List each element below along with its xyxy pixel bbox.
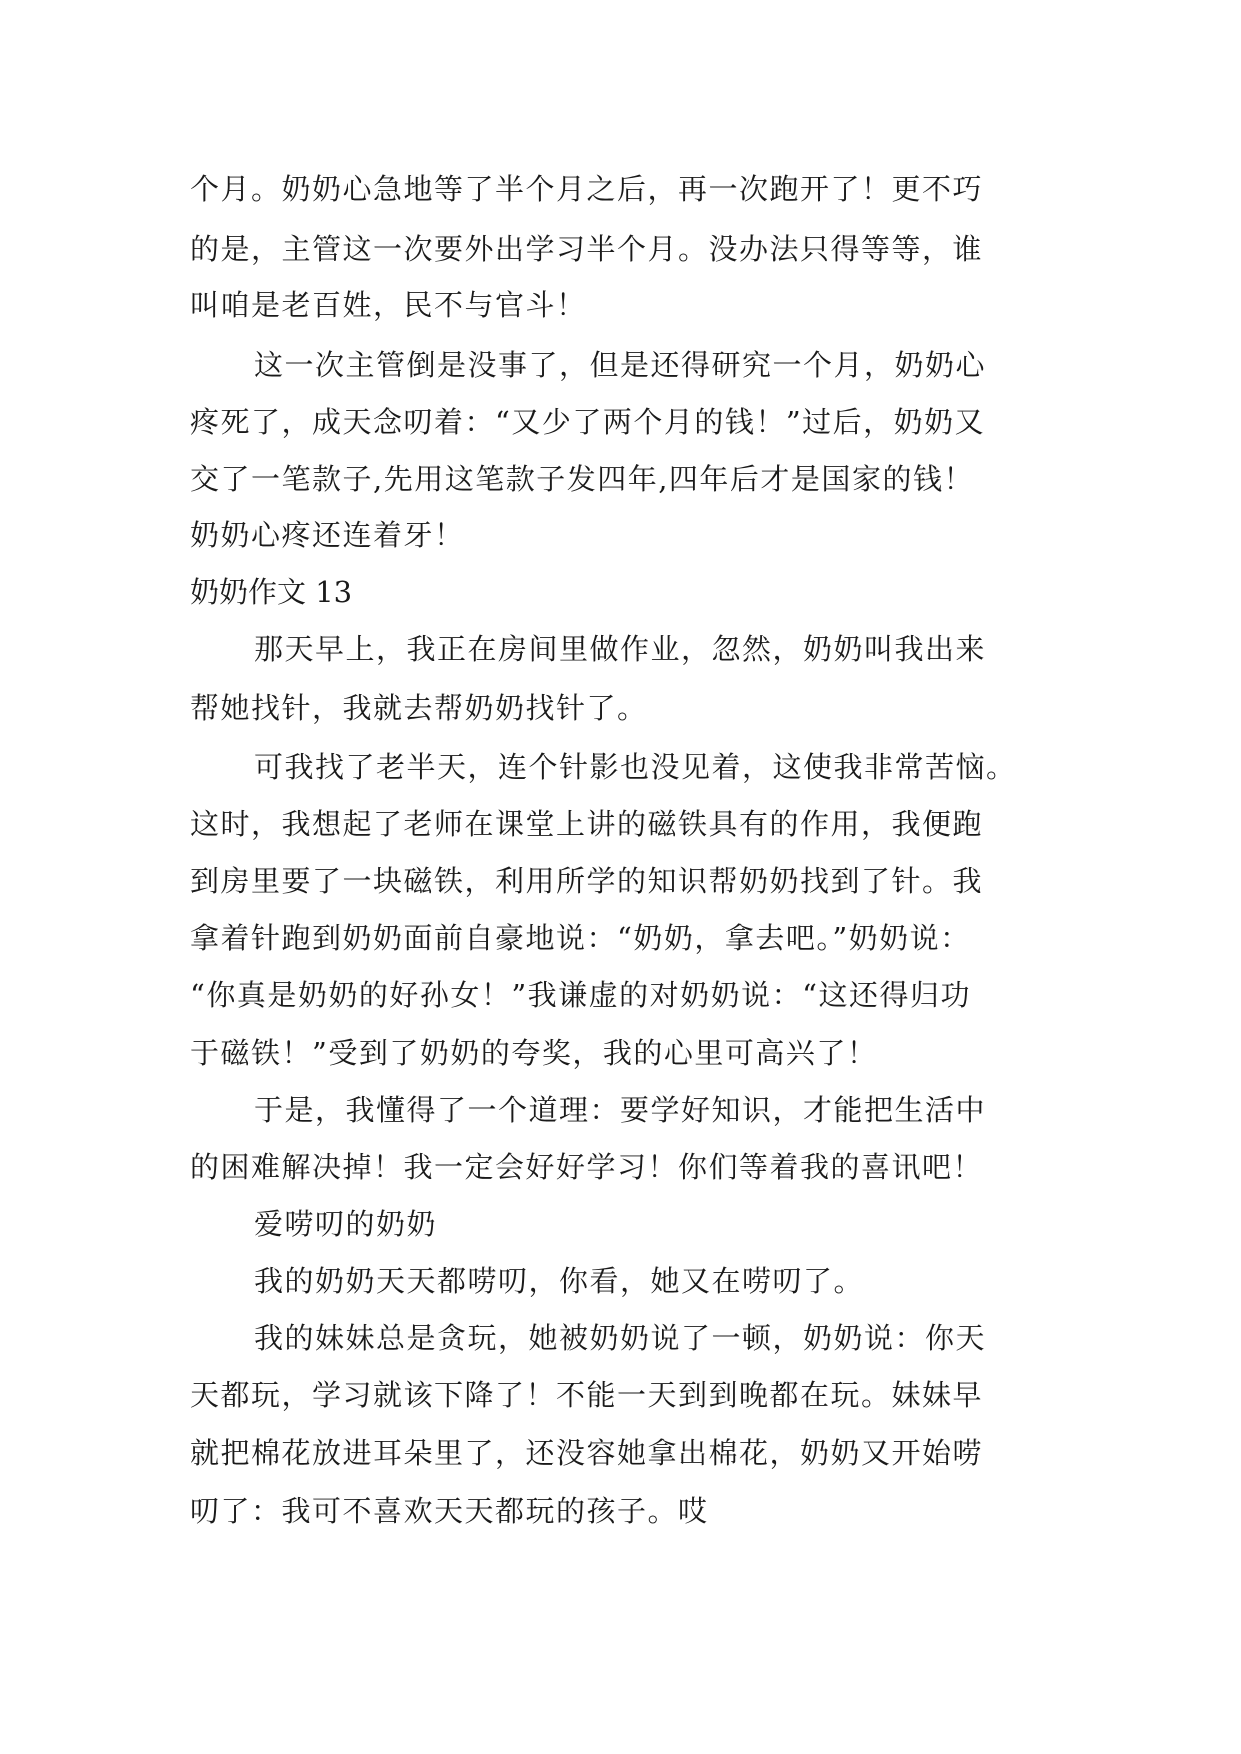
paragraph-first-line: 这一次主管倒是没事了，但是还得研究一个月，奶奶心 (254, 348, 987, 382)
text-line: 叫咱是老百姓，民不与官斗！ (190, 288, 587, 322)
text-line: “你真是奶奶的好孙女！”我谦虚的对奶奶说：“这还得归功 (190, 978, 971, 1012)
paragraph-first-line: 我的奶奶天天都唠叨，你看，她又在唠叨了。 (254, 1264, 865, 1298)
text-line: 交了一笔款子,先用这笔款子发四年,四年后才是国家的钱！ (190, 462, 974, 496)
text-line: 拿着针跑到奶奶面前自豪地说：“奶奶，拿去吧。”奶奶说： (190, 921, 971, 955)
text-line: 奶奶心疼还连着牙！ (190, 518, 465, 552)
text-line: 叨了：我可不喜欢天天都玩的孩子。哎 (190, 1494, 709, 1528)
paragraph-first-line: 可我找了老半天，连个针影也没见着，这使我非常苦恼。 (254, 750, 1017, 784)
paragraph-first-line: 于是，我懂得了一个道理：要学好知识，才能把生活中 (254, 1093, 987, 1127)
text-line: 这时，我想起了老师在课堂上讲的磁铁具有的作用，我便跑 (190, 807, 984, 841)
text-line: 到房里要了一块磁铁，利用所学的知识帮奶奶找到了针。我 (190, 864, 984, 898)
text-line: 于磁铁！”受到了奶奶的夸奖，我的心里可高兴了！ (190, 1036, 878, 1070)
text-line: 天都玩，学习就该下降了！不能一天到到晚都在玩。妹妹早 (190, 1378, 984, 1412)
subheading: 爱唠叨的奶奶 (254, 1207, 438, 1241)
text-line: 的是，主管这一次要外出学习半个月。没办法只得等等，谁 (190, 232, 984, 266)
text-line: 个月。奶奶心急地等了半个月之后，再一次跑开了！更不巧 (190, 172, 984, 206)
section-heading: 奶奶作文 13 (190, 575, 353, 609)
paragraph-first-line: 我的妹妹总是贪玩，她被奶奶说了一顿，奶奶说：你天 (254, 1321, 987, 1355)
text-line: 就把棉花放进耳朵里了，还没容她拿出棉花，奶奶又开始唠 (190, 1436, 984, 1470)
text-line: 疼死了，成天念叨着：“又少了两个月的钱！”过后，奶奶又 (190, 405, 986, 439)
paragraph-first-line: 那天早上，我正在房间里做作业，忽然，奶奶叫我出来 (254, 632, 987, 666)
text-line: 帮她找针，我就去帮奶奶找针了。 (190, 691, 648, 725)
text-line: 的困难解决掉！我一定会好好学习！你们等着我的喜讯吧！ (190, 1150, 984, 1184)
